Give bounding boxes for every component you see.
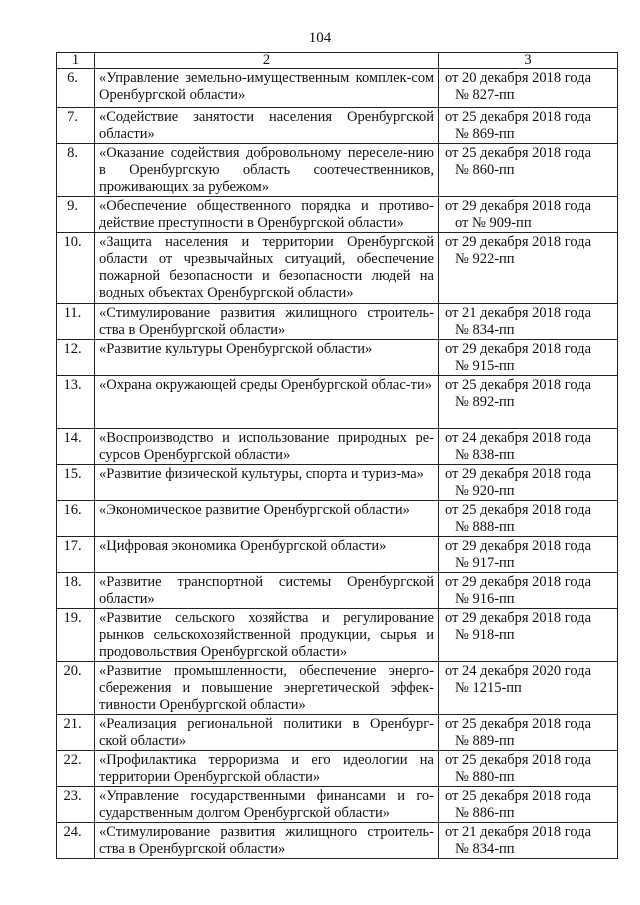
table-row [57,69,618,108]
resolution-date: от 21 декабря 2018 года [445,305,591,321]
table-row [57,787,618,823]
program-name: «Профилактика терроризма и его идеологии на территории Оренбургской области» [95,751,439,787]
resolution-cell [439,233,618,304]
resolution-number: № 838-пп [455,447,515,463]
table-row [57,537,618,573]
resolution-cell [439,823,618,859]
program-name: «Цифровая экономика Оренбургской области» [95,537,439,573]
column-header-2: 2 [95,53,439,69]
program-name: «Развитие культуры Оренбургской области» [95,340,439,376]
resolution-date: от 29 декабря 2018 года [445,574,591,590]
program-name: «Охрана окружающей среды Оренбургской облас-ти» [95,376,439,429]
table-row [57,751,618,787]
resolution-number: № 834-пп [455,841,515,857]
resolution-number: № 889-пп [455,733,515,749]
program-name: «Стимулирование развития жилищного строитель-ства в Оренбургской области» [95,304,439,340]
program-name: «Развитие сельского хозяйства и регулирование рынков сельскохозяйственной продукции, сырья и продовольствия Оренбургской области» [95,609,439,662]
resolution-cell [439,537,618,573]
table-row [57,609,618,662]
table-body [57,69,618,859]
resolution-date: от 21 декабря 2018 года [445,824,591,840]
row-number: 19. [57,609,95,662]
resolution-date: от 29 декабря 2018 года [445,341,591,357]
resolution-cell [439,197,618,233]
program-name: «Оказание содействия добровольному переселе-нию в Оренбургскую область соотечественников, проживающих за рубежом» [95,144,439,197]
row-number: 6. [57,69,95,108]
table-row [57,573,618,609]
program-name: «Защита населения и территории Оренбургской области от чрезвычайных ситуаций, обеспечение пожарной безопасности и безопасности людей на водных объектах Оренбургской области» [95,233,439,304]
resolution-date: от 20 декабря 2018 года [445,70,591,86]
resolution-date: от 24 декабря 2018 года [445,430,591,446]
table-row [57,429,618,465]
resolution-cell [439,69,618,108]
row-number: 7. [57,108,95,144]
row-number: 12. [57,340,95,376]
table-row [57,233,618,304]
row-number: 9. [57,197,95,233]
row-number: 20. [57,662,95,715]
row-number: 17. [57,537,95,573]
resolution-number: № 880-пп [455,769,515,785]
program-name: «Реализация региональной политики в Оренбург-ской области» [95,715,439,751]
program-name: «Стимулирование развития жилищного строитель-ства в Оренбургской области» [95,823,439,859]
table-row [57,340,618,376]
page-number: 104 [308,30,332,46]
resolution-date: от 25 декабря 2018 года [445,716,591,732]
resolution-cell [439,662,618,715]
resolution-number: № 827-пп [455,87,515,103]
resolution-number: № 886-пп [455,805,515,821]
resolution-cell [439,501,618,537]
resolution-number: № 916-пп [455,591,515,607]
program-name: «Развитие транспортной системы Оренбургской области» [95,573,439,609]
table-row [57,465,618,501]
table-row [57,376,618,429]
resolution-date: от 29 декабря 2018 года [445,538,591,554]
program-name: «Обеспечение общественного порядка и противо-действие преступности в Оренбургской области» [95,197,439,233]
resolution-cell [439,751,618,787]
program-name: «Экономическое развитие Оренбургской области» [95,501,439,537]
resolution-cell [439,787,618,823]
program-name: «Управление государственными финансами и го-сударственным долгом Оренбургской области» [95,787,439,823]
row-number: 8. [57,144,95,197]
row-number: 24. [57,823,95,859]
program-name: «Содействие занятости населения Оренбургской области» [95,108,439,144]
program-name: «Развитие физической культуры, спорта и туриз-ма» [95,465,439,501]
table-row [57,715,618,751]
row-number: 18. [57,573,95,609]
resolution-date: от 25 декабря 2018 года [445,502,591,518]
program-name: «Управление земельно-имущественным комплек-сом Оренбургской области» [95,69,439,108]
row-number: 15. [57,465,95,501]
program-name: «Воспроизводство и использование природных ре-сурсов Оренбургской области» [95,429,439,465]
column-header-3: 3 [439,53,618,69]
table-row [57,144,618,197]
resolution-cell [439,340,618,376]
resolution-cell [439,609,618,662]
resolution-number: № 1215-пп [455,680,522,696]
table-row [57,108,618,144]
row-number: 16. [57,501,95,537]
table-row [57,662,618,715]
row-number: 14. [57,429,95,465]
row-number: 22. [57,751,95,787]
resolution-number: № 869-пп [455,126,515,142]
resolution-number: № 860-пп [455,162,515,178]
header-row [57,53,618,69]
resolution-date: от 25 декабря 2018 года [445,377,591,393]
resolution-number: от № 909-пп [455,215,532,231]
resolution-number: № 922-пп [455,251,515,267]
row-number: 23. [57,787,95,823]
resolution-date: от 25 декабря 2018 года [445,788,591,804]
table-row [57,197,618,233]
resolution-cell [439,465,618,501]
resolution-number: № 918-пп [455,627,515,643]
resolution-date: от 29 декабря 2018 года [445,466,591,482]
row-number: 21. [57,715,95,751]
resolution-cell [439,715,618,751]
row-number: 13. [57,376,95,429]
resolution-cell [439,573,618,609]
resolution-date: от 25 декабря 2018 года [445,145,591,161]
programs-table [56,52,618,859]
resolution-date: от 29 декабря 2018 года [445,198,591,214]
row-number: 11. [57,304,95,340]
resolution-number: № 917-пп [455,555,515,571]
table-row [57,304,618,340]
resolution-cell [439,376,618,429]
table-row [57,501,618,537]
resolution-number: № 834-пп [455,322,515,338]
resolution-number: № 892-пп [455,394,515,410]
row-number: 10. [57,233,95,304]
resolution-number: № 888-пп [455,519,515,535]
table-row [57,823,618,859]
resolution-cell [439,144,618,197]
resolution-cell [439,429,618,465]
resolution-cell [439,304,618,340]
resolution-date: от 24 декабря 2020 года [445,663,591,679]
resolution-date: от 25 декабря 2018 года [445,109,591,125]
resolution-cell [439,108,618,144]
resolution-number: № 915-пп [455,358,515,374]
column-header-1: 1 [57,53,95,69]
resolution-date: от 25 декабря 2018 года [445,752,591,768]
resolution-date: от 29 декабря 2018 года [445,610,591,626]
program-name: «Развитие промышленности, обеспечение энерго-сбережения и повышение энергетической эффек-тивности Оренбургской области» [95,662,439,715]
resolution-number: № 920-пп [455,483,515,499]
resolution-date: от 29 декабря 2018 года [445,234,591,250]
